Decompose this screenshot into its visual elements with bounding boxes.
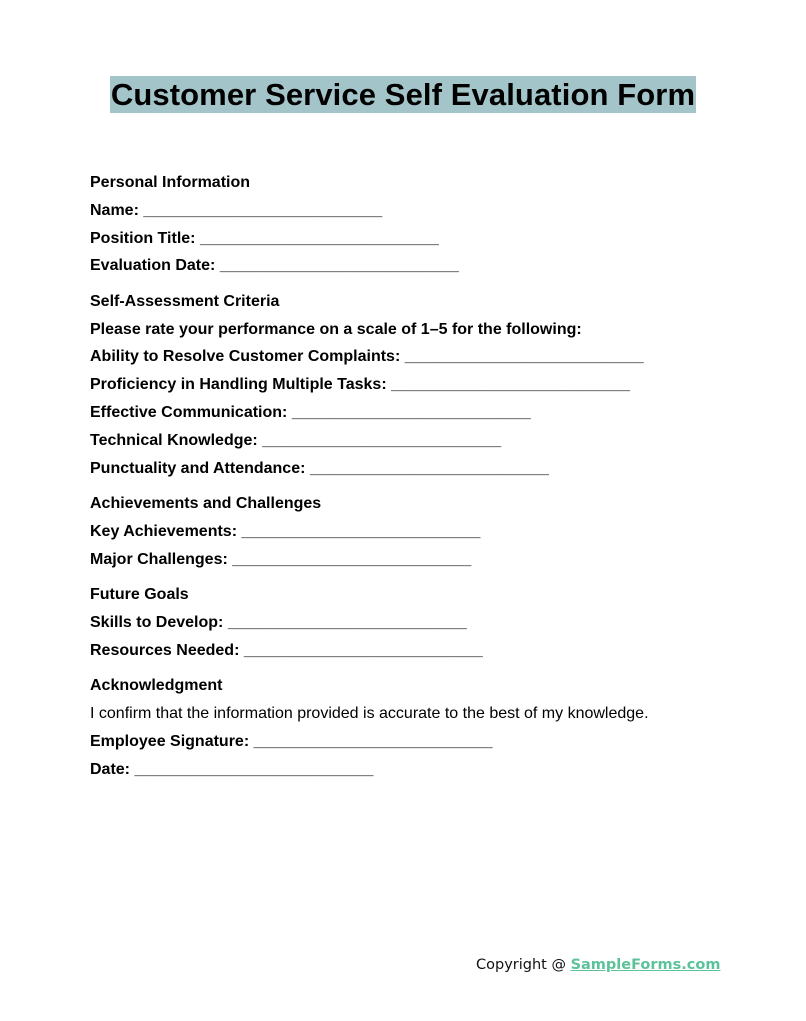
field-label: Proficiency in Handling Multiple Tasks: — [90, 376, 387, 394]
blank-line[interactable]: ___________________________ — [243, 641, 483, 659]
blank-line[interactable]: ___________________________ — [227, 614, 467, 632]
section-heading: Self-Assessment Criteria — [90, 292, 280, 310]
field-resources-needed[interactable] — [90, 641, 730, 661]
section-personal-information — [90, 173, 730, 276]
section-acknowledgment — [90, 676, 730, 779]
blank-line[interactable]: ___________________________ — [199, 229, 439, 247]
field-multiple-tasks[interactable] — [90, 375, 730, 395]
field-employee-signature[interactable] — [90, 732, 730, 752]
field-position-title[interactable] — [90, 229, 730, 249]
blank-line[interactable]: ___________________________ — [404, 348, 644, 366]
section-achievements-challenges — [90, 494, 730, 570]
blank-line[interactable]: ___________________________ — [241, 522, 481, 540]
field-label: Technical Knowledge: — [90, 431, 258, 449]
section-heading: Achievements and Challenges — [90, 495, 322, 513]
blank-line[interactable]: ___________________________ — [309, 459, 549, 477]
field-label: Date: — [90, 760, 131, 778]
blank-line[interactable]: ___________________________ — [143, 201, 383, 219]
instruction-text: Please rate your performance on a scale of 1–5 for the following: — [90, 320, 582, 338]
field-label: Skills to Develop: — [90, 614, 224, 632]
field-label: Position Title: — [90, 229, 196, 247]
section-heading: Personal Information — [90, 174, 251, 191]
blank-line[interactable]: ___________________________ — [253, 732, 493, 750]
field-technical-knowledge[interactable] — [90, 431, 730, 451]
sampleforms-link[interactable]: SampleForms.com — [570, 957, 721, 973]
title-container — [0, 76, 806, 113]
blank-line[interactable]: ___________________________ — [134, 760, 374, 778]
field-punctuality[interactable] — [90, 459, 730, 479]
field-communication[interactable] — [90, 403, 730, 423]
section-heading: Future Goals — [90, 586, 189, 604]
section-heading: Acknowledgment — [90, 677, 223, 695]
blank-line[interactable]: ___________________________ — [291, 404, 531, 422]
blank-line[interactable]: ___________________________ — [391, 376, 631, 394]
field-label: Major Challenges: — [90, 550, 228, 568]
section-self-assessment — [90, 292, 730, 479]
blank-line[interactable]: ___________________________ — [232, 550, 472, 568]
blank-line[interactable]: ___________________________ — [262, 431, 502, 449]
field-resolve-complaints[interactable] — [90, 347, 730, 367]
form-body — [90, 173, 730, 788]
field-date[interactable] — [90, 760, 730, 780]
field-label: Evaluation Date: — [90, 257, 216, 275]
field-skills-to-develop[interactable] — [90, 613, 730, 633]
page-title: Customer Service Self Evaluation Form — [110, 77, 696, 112]
field-key-achievements[interactable] — [90, 522, 730, 542]
field-label: Key Achievements: — [90, 522, 238, 540]
field-name[interactable] — [90, 201, 730, 221]
field-label: Effective Communication: — [90, 404, 288, 422]
copyright-text: Copyright @ — [476, 957, 571, 973]
field-label: Employee Signature: — [90, 732, 250, 750]
field-label: Punctuality and Attendance: — [90, 459, 306, 477]
field-label: Name: — [90, 201, 139, 219]
field-evaluation-date[interactable] — [90, 256, 730, 276]
section-future-goals — [90, 585, 730, 661]
field-label: Ability to Resolve Customer Complaints: — [90, 348, 401, 366]
field-major-challenges[interactable] — [90, 550, 730, 570]
footer-copyright — [476, 957, 720, 973]
acknowledgment-statement: I confirm that the information provided is accurate to the best of my knowledge. — [90, 705, 649, 723]
field-label: Resources Needed: — [90, 641, 240, 659]
blank-line[interactable]: ___________________________ — [219, 257, 459, 275]
